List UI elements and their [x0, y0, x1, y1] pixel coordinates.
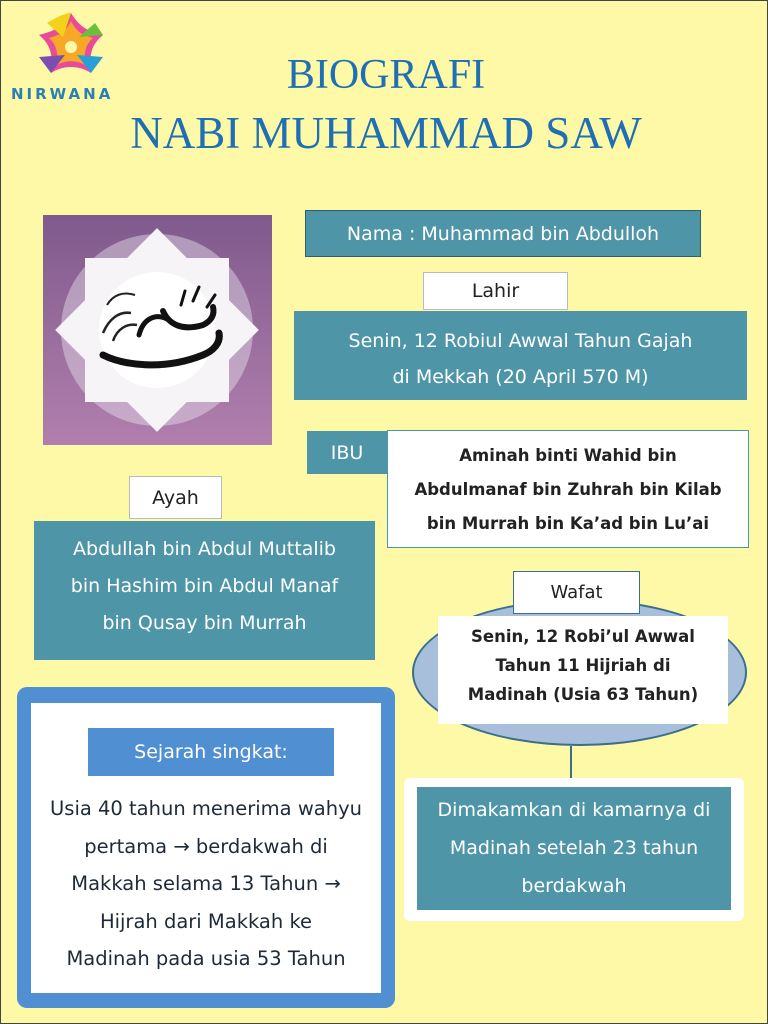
ibu-box [387, 430, 749, 548]
lahir-line2: di Mekkah (20 April 570 M) [392, 366, 649, 388]
makam-line3: berdakwah [521, 875, 627, 897]
ibu-line2: Abdulmanaf bin Zuhrah bin Kilab [414, 480, 722, 499]
sejarah-line1: Usia 40 tahun menerima wahyu [50, 797, 362, 820]
wafat-line1: Senin, 12 Robi’ul Awwal [471, 627, 695, 646]
lahir-box [294, 311, 747, 400]
ayah-line2: bin Hashim bin Abdul Manaf [70, 575, 339, 597]
sejarah-line3: Makkah selama 13 Tahun → [71, 872, 341, 895]
makam-line1: Dimakamkan di kamarnya di [437, 799, 711, 821]
ayah-label: Ayah [152, 486, 199, 509]
calligraphy-image [43, 215, 272, 445]
ibu-line1: Aminah binti Wahid bin [459, 446, 677, 465]
lahir-line1: Senin, 12 Robiul Awwal Tahun Gajah [348, 330, 693, 352]
wafat-box [438, 616, 728, 724]
wafat-line2: Tahun 11 Hijriah di [495, 656, 671, 675]
brand-name: NIRWANA [11, 85, 114, 103]
ayah-box [34, 521, 375, 660]
ibu-label: IBU [330, 441, 364, 464]
page-title-line1: BIOGRAFI [286, 52, 486, 98]
sejarah-label-box [88, 728, 334, 776]
lahir-label-box [423, 272, 568, 310]
wafat-label-box [513, 571, 640, 614]
sejarah-label: Sejarah singkat: [134, 741, 288, 763]
makam-box [417, 787, 731, 910]
ibu-label-box [307, 431, 387, 474]
sejarah-line2: pertama → berdakwah di [84, 834, 328, 858]
page-title-line2: NABI MUHAMMAD SAW [130, 108, 642, 158]
makam-line2: Madinah setelah 23 tahun [449, 837, 699, 859]
wafat-line3: Madinah (Usia 63 Tahun) [467, 685, 699, 704]
ibu-line3: bin Murrah bin Ka’ad bin Lu’ai [426, 514, 710, 533]
wafat-connector-line [570, 746, 572, 778]
sejarah-text [31, 790, 381, 978]
ayah-label-box [129, 476, 222, 519]
ayah-line1: Abdullah bin Abdul Muttalib [73, 538, 336, 560]
wafat-label: Wafat [550, 582, 603, 603]
ayah-line3: bin Qusay bin Murrah [102, 612, 307, 634]
sejarah-line5: Madinah pada usia 53 Tahun [66, 947, 346, 970]
nama-box [305, 210, 701, 257]
sejarah-line4: Hijrah dari Makkah ke [99, 909, 313, 933]
nama-text: Nama : Muhammad bin Abdulloh [346, 222, 660, 245]
lahir-label: Lahir [471, 280, 520, 302]
